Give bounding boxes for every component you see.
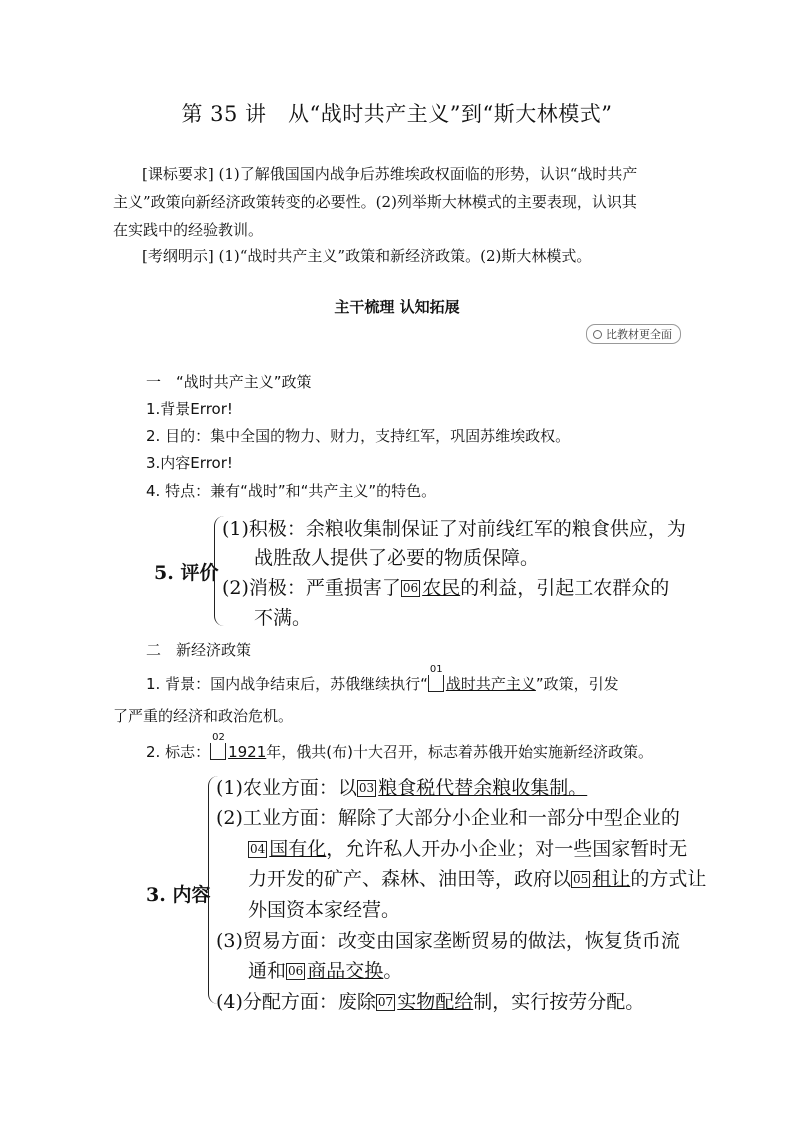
evaluation-negative-1: [222, 573, 669, 600]
content-industry-3: [248, 864, 706, 891]
blank-number-06: 06: [402, 581, 419, 595]
tag-text: 比教材更全面: [606, 328, 672, 341]
content-label: 3. 内容: [146, 884, 211, 906]
content-industry-2: [248, 834, 687, 861]
answer-nationalization: 国有化: [269, 838, 327, 860]
blank-number-05: 05: [573, 872, 589, 886]
marker-prefix: 2. 标志：: [146, 743, 211, 761]
blank-number-04: 04: [250, 842, 266, 856]
part1-item-4: 4. 特点：兼有“战时”和“共产主义”的特色。: [146, 482, 437, 500]
evaluation-label: 5. 评价: [154, 562, 219, 584]
blank-number-03: 03: [358, 781, 375, 795]
answer-1921: 1921: [228, 743, 267, 761]
answer-grain-tax: 粮食税代替余粮收集制。: [378, 777, 588, 799]
outline-line: [142, 242, 591, 270]
blank-number-02: 02: [212, 732, 225, 743]
part1-heading: 一 “战时共产主义”政策: [146, 373, 312, 391]
evaluation-positive-1: (1)积极：余粮收集制保证了对前线红军的粮食供应，为: [222, 518, 686, 540]
blank-number-07: 07: [377, 995, 394, 1009]
evaluation-positive-2: 战胜敌人提供了必要的物质保障。: [254, 547, 540, 569]
evaluation-negative-2: 不满。: [254, 607, 312, 629]
requirements-line-2: 主义”政策向新经济政策转变的必要性。(2)列举斯大林模式的主要表现，认识其: [113, 193, 637, 211]
page-title: 第 35 讲 从“战时共产主义”到“斯大林模式”: [181, 102, 613, 126]
content-distribution: [216, 987, 644, 1014]
part2-background-1: [146, 664, 619, 698]
part2-marker: [146, 732, 653, 766]
section-heading: 主干梳理 认知拓展: [334, 298, 460, 316]
blank-01: [428, 664, 446, 698]
marker-suffix: 年，俄共(布)十大召开，标志着苏俄开始实施新经济政策。: [266, 743, 653, 761]
part1-item-1: 1.背景Error!: [146, 400, 233, 418]
answer-concession: 租让: [592, 868, 631, 890]
answer-farmers: 农民: [422, 577, 461, 599]
search-icon: [593, 330, 602, 339]
trade-2-suffix: 。: [383, 960, 403, 982]
outline-label: [考纲明示]: [142, 247, 214, 265]
part1-item-2: 2. 目的：集中全国的物力、财力，支持红军，巩固苏维埃政权。: [146, 427, 571, 445]
part1-item-3: 3.内容Error!: [146, 454, 233, 472]
outline-text: (1)“战时共产主义”政策和新经济政策。(2)斯大林模式。: [218, 247, 592, 265]
distribution-prefix: (4)分配方面：废除: [216, 991, 376, 1013]
industry-3-suffix: 的方式让: [630, 868, 707, 890]
answer-rationing: 实物配给: [397, 991, 474, 1013]
requirements-line-1: [142, 160, 637, 188]
content-trade-2: [248, 956, 402, 983]
background-prefix: 1. 背景：国内战争结束后，苏俄继续执行“: [146, 675, 428, 693]
part2-heading: 二 新经济政策: [146, 641, 252, 659]
blank-02: [210, 732, 228, 766]
content-industry-1: (2)工业方面：解除了大部分小企业和一部分中型企业的: [216, 807, 680, 829]
requirements-line-3: 在实践中的经验教训。: [113, 221, 264, 239]
part2-background-2: 了严重的经济和政治危机。: [113, 707, 294, 725]
more-complete-tag: [586, 324, 681, 344]
background-suffix: ”政策，引发: [535, 675, 619, 693]
content-agriculture: [216, 773, 587, 800]
distribution-suffix: 制，实行按劳分配。: [473, 991, 645, 1013]
trade-2-prefix: 通和: [248, 960, 287, 982]
eval-negative-suffix: 的利益，引起工农群众的: [460, 577, 670, 599]
answer-war-communism: 战时共产主义: [445, 675, 536, 693]
blank-number-06b: 06: [288, 964, 304, 978]
answer-commodity-exchange: 商品交换: [307, 960, 384, 982]
industry-3-prefix: 力开发的矿产、森林、油田等，政府以: [248, 868, 572, 890]
agriculture-prefix: (1)农业方面：以: [216, 777, 357, 799]
industry-2-suffix: ，允许私人开办小企业；对一些国家暂时无: [326, 838, 688, 860]
eval-negative-prefix: (2)消极：严重损害了: [222, 577, 401, 599]
content-industry-4: 外国资本家经营。: [248, 899, 401, 921]
requirements-text-1: (1)了解俄国国内战争后苏维埃政权面临的形势，认识“战时共产: [218, 165, 638, 183]
requirements-label: [课标要求]: [142, 165, 214, 183]
content-trade-1: (3)贸易方面：改变由国家垄断贸易的做法，恢复货币流: [216, 930, 680, 952]
blank-number-01: 01: [429, 664, 443, 675]
